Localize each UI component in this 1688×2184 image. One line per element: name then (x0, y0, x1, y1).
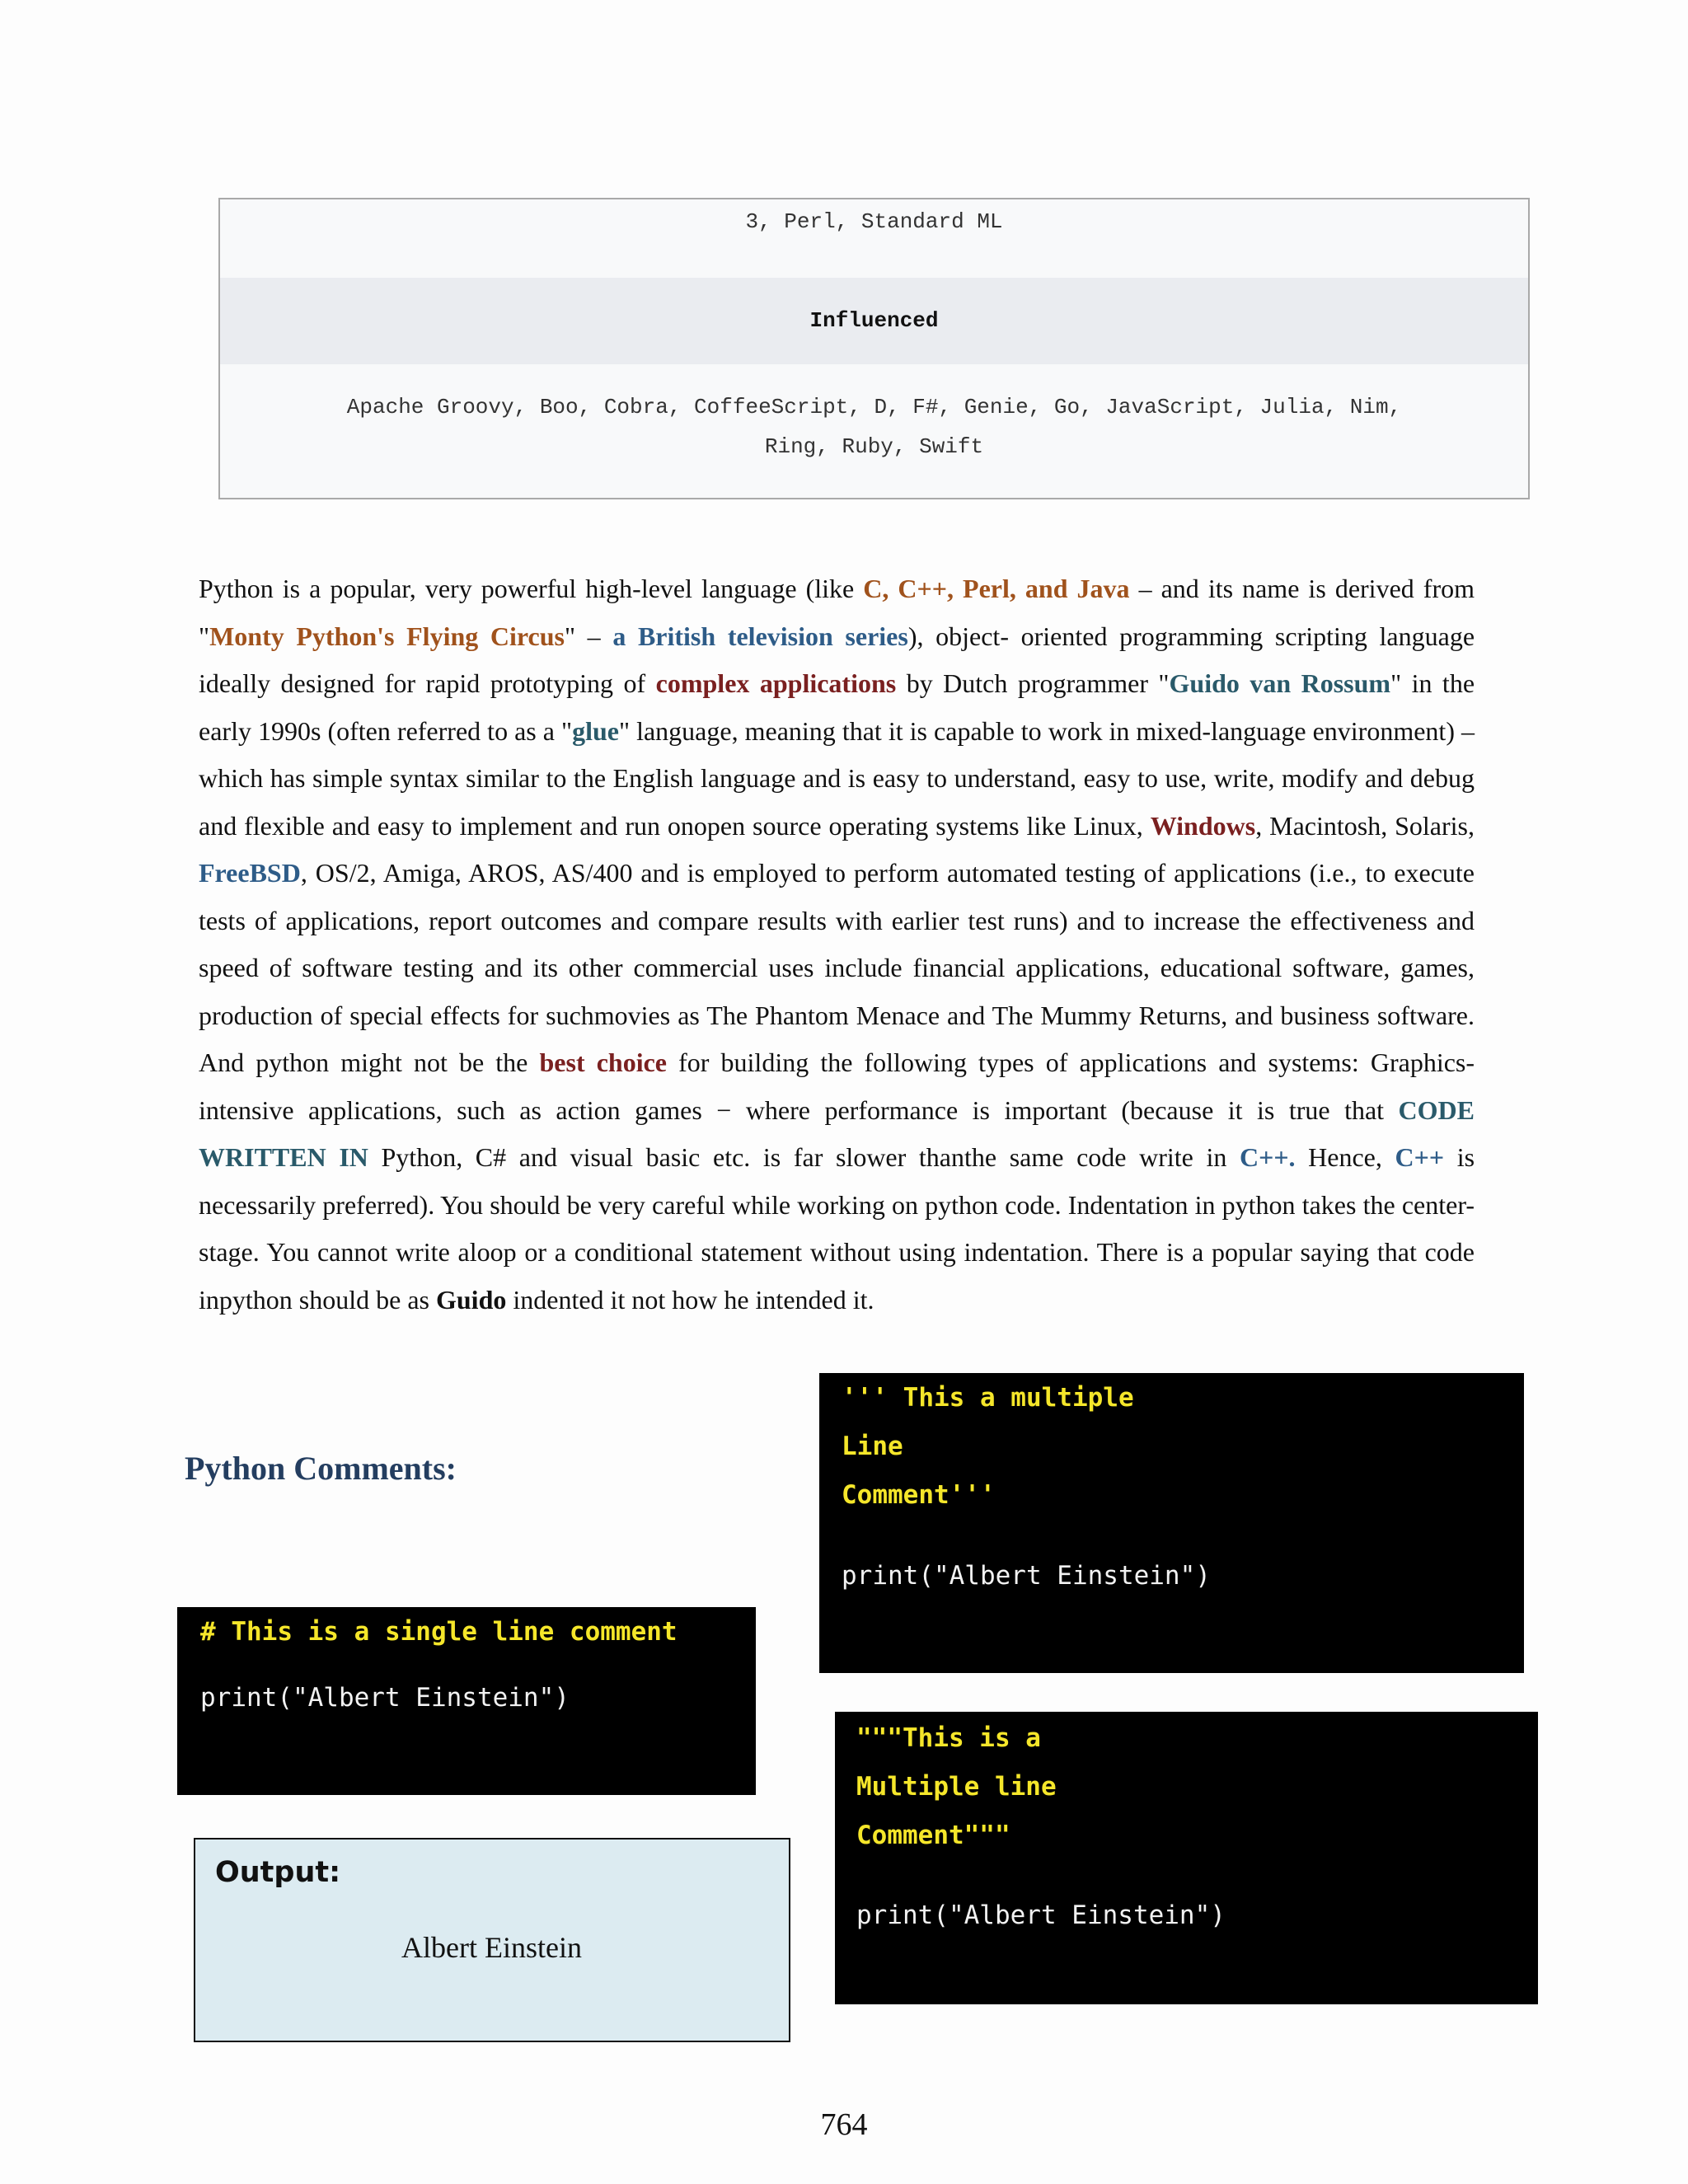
code-comment-line-2: Multiple line (856, 1772, 1057, 1802)
highlight-monty-python: Monty Python's Flying Circus (209, 621, 565, 651)
multiline-comment-code-block-1 (819, 1373, 1524, 1673)
highlight-code-written-in: CODE WRITTEN IN (199, 1094, 1475, 1172)
infobox-influenced-line1: Apache Groovy, Boo, Cobra, CoffeeScript, D, F#, Genie, Go, JavaScript, Julia, Nim, (346, 395, 1402, 419)
code-comment-line-1: """This is a (856, 1723, 1041, 1753)
body-paragraph: Python is a popular, very powerful high-level language (like C, C++, Perl, and Java – and its name is derived from "Monty Python's Flying Circus" – a British television series), object- oriented programming scripting language ideally designed for rapid prototyping of complex applications by Dutch programmer "Guido van Rossum" in the early 1990s (often referred to as a "glue" language, meaning that it is capable to work in mixed-language environment) – which has simple syntax similar to the English language and is easy to understand, easy to use, write, modify and debug and flexible and easy to implement and run onopen source operating systems like Linux, Windows, Macintosh, Solaris, FreeBSD, OS/2, Amiga, AROS, AS/400 and is employed to perform automated testing of applications (i.e., to execute tests of applications, report outcomes and compare results with earlier test runs) and to increase the effectiveness and speed of software testing and its other commercial uses include financial applications, educational software, games, production of special effects for suchmovies as The Phantom Menace and The Mummy Returns, and business software. And python might not be the best choice for building the following types of applications and systems: Graphics-intensive applications, such as action games − where performance is important (because it is true that CODE WRITTEN IN Python, C# and visual basic etc. is far slower thanthe same code write in C++. Hence, C++ is necessarily preferred). You should be very careful while working on python code. Indentation in python takes the center-stage. You cannot write aloop or a conditional statement without using indentation. There is a popular saying that code inpython should be as Guido indented it not how he intended it. (199, 574, 1475, 1315)
code-print-line: print("Albert Einstein") (200, 1683, 570, 1713)
highlight-guido-van-rossum: Guido van Rossum (1169, 668, 1391, 698)
language-infobox (218, 198, 1530, 499)
highlight-cpp-1: C++. (1239, 1142, 1296, 1172)
highlight-best-choice: best choice (539, 1047, 668, 1077)
infobox-influenced-line2: Ring, Ruby, Swift (764, 434, 984, 459)
highlight-freebsd: FreeBSD (199, 858, 301, 888)
infobox-influenced-header: Influenced (220, 278, 1528, 364)
code-comment-line-3: Comment""" (856, 1821, 1010, 1850)
highlight-cpp-2: C++ (1395, 1142, 1445, 1172)
highlight-complex-applications: complex applications (655, 668, 897, 698)
infobox-influenced-by-row: 3, Perl, Standard ML (745, 209, 1003, 234)
multiline-comment-code-block-2 (835, 1712, 1538, 2004)
single-line-comment-code-block (177, 1607, 756, 1795)
highlight-guido: Guido (435, 1284, 507, 1315)
code-comment-line-3: Comment''' (842, 1480, 996, 1510)
highlight-glue: glue (572, 715, 619, 746)
section-heading: Python Comments: (185, 1450, 457, 1487)
infobox-influenced-row (220, 387, 1528, 466)
code-comment-line-2: Line (842, 1432, 903, 1461)
output-box (194, 1838, 790, 2042)
code-comment-line: # This is a single line comment (200, 1617, 678, 1647)
highlight-windows: Windows (1150, 810, 1256, 841)
page-number: 764 (820, 2107, 868, 2142)
highlight-tv-series: a British television series (612, 621, 908, 651)
code-comment-line-1: ''' This a multiple (842, 1383, 1134, 1413)
code-print-line: print("Albert Einstein") (856, 1900, 1226, 1930)
code-print-line: print("Albert Einstein") (842, 1561, 1211, 1591)
output-label: Output: (215, 1856, 341, 1889)
highlight-languages: C, C++, Perl, and Java (863, 574, 1130, 603)
output-value: Albert Einstein (401, 1931, 582, 1964)
